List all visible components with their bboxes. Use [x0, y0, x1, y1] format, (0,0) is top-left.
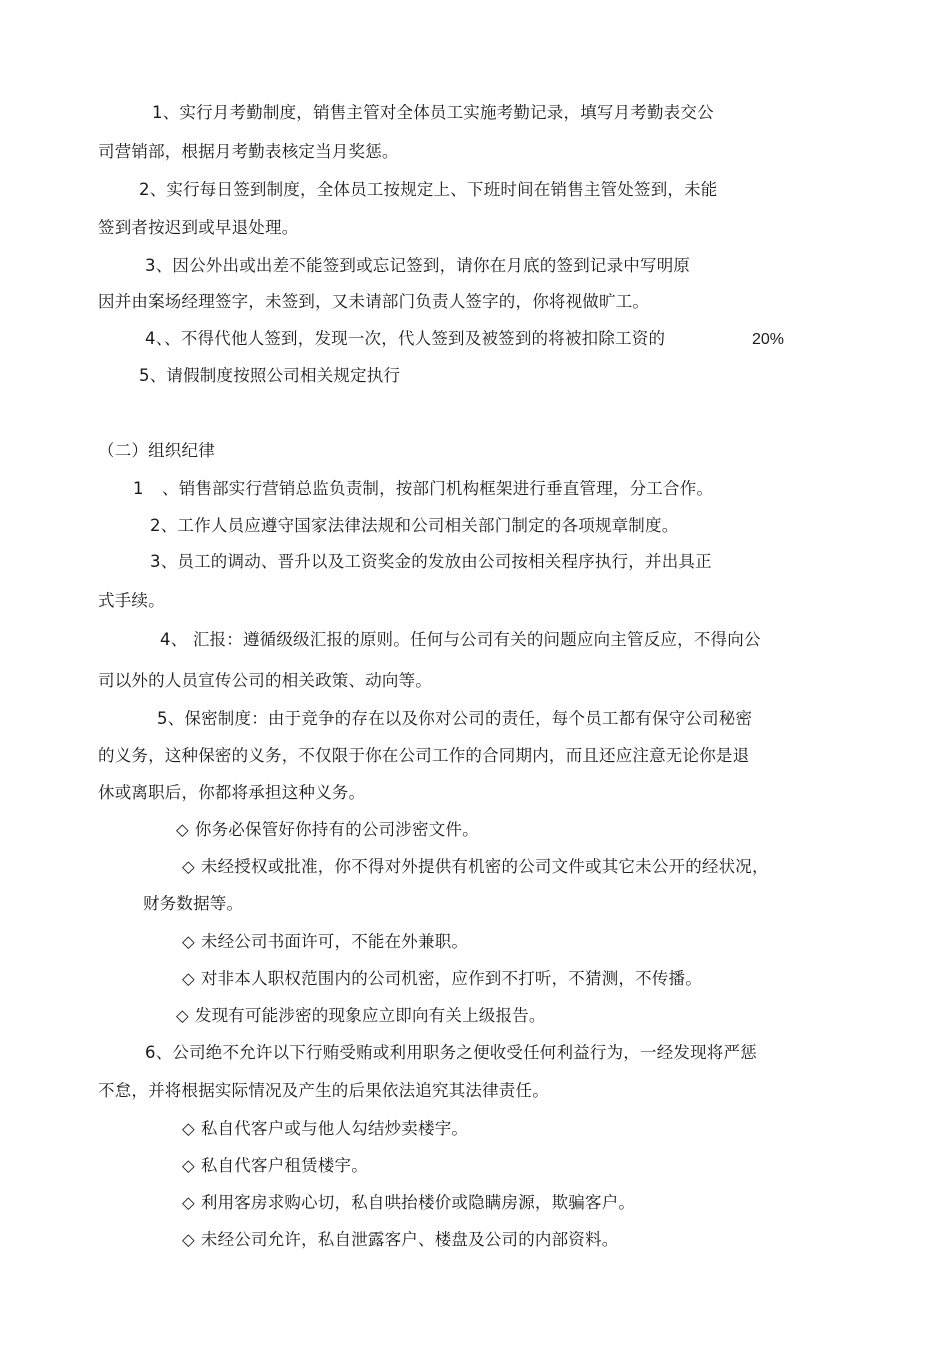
misconduct-bullet-1: [182, 1118, 468, 1140]
secrecy-bullet-1-text: 你务必保管好你持有的公司涉密文件。: [194, 820, 479, 839]
diamond-bullet-icon: ◇: [176, 820, 189, 839]
secrecy-bullet-4-text: 对非本人职权范围内的公司机密，应作到不打听，不猜测，不传播。: [200, 969, 702, 988]
misconduct-bullet-4-text: 未经公司允许，私自泄露客户、楼盘及公司的内部资料。: [200, 1230, 619, 1249]
diamond-bullet-icon: ◇: [182, 1156, 195, 1175]
secrecy-bullet-2-line-2: 财务数据等。: [143, 894, 244, 913]
diamond-bullet-icon: ◇: [182, 932, 195, 951]
secrecy-bullet-5: [176, 1005, 546, 1027]
discipline-item-6-line-2: 不怠，并将根据实际情况及产生的后果依法追究其法律责任。: [98, 1081, 549, 1100]
discipline-item-4-line-1: 4、 汇报：遵循级级汇报的原则。任何与公司有关的问题应向主管反应，不得向公: [160, 630, 761, 649]
misconduct-bullet-4: [182, 1229, 618, 1251]
attendance-item-3-line-2: 因并由案场经理签字，未签到，又未请部门负责人签字的，你将视做旷工。: [98, 292, 650, 311]
secrecy-bullet-3: [182, 931, 468, 953]
attendance-item-2-line-2: 签到者按迟到或早退处理。: [98, 218, 299, 237]
attendance-item-1-line-1: 1、实行月考勤制度，销售主管对全体员工实施考勤记录，填写月考勤表交公: [152, 103, 714, 122]
discipline-item-1-number: 1: [133, 479, 144, 498]
diamond-bullet-icon: ◇: [176, 1006, 189, 1025]
discipline-item-2: 2、工作人员应遵守国家法律法规和公司相关部门制定的各项规章制度。: [150, 516, 679, 535]
attendance-item-4-percent: 20%: [752, 331, 785, 348]
discipline-item-5-line-3: 休或离职后，你都将承担这种义务。: [98, 783, 366, 802]
diamond-bullet-icon: ◇: [182, 1193, 195, 1212]
diamond-bullet-icon: ◇: [182, 969, 195, 988]
misconduct-bullet-1-text: 私自代客户或与他人勾结炒卖楼宇。: [200, 1119, 469, 1138]
discipline-item-4-line-2: 司以外的人员宣传公司的相关政策、动向等。: [98, 671, 432, 690]
discipline-item-6-line-1: 6、公司绝不允许以下行贿受贿或利用职务之便收受任何利益行为，一经发现将严惩: [145, 1043, 757, 1062]
attendance-item-3-line-1: 3、因公外出或出差不能签到或忘记签到，请你在月底的签到记录中写明原: [145, 256, 691, 275]
misconduct-bullet-3-text: 利用客房求购心切，私自哄抬楼价或隐瞒房源，欺骗客户。: [200, 1193, 636, 1212]
discipline-heading: （二）组织纪律: [98, 441, 215, 460]
misconduct-bullet-2-text: 私自代客户租赁楼宇。: [200, 1156, 368, 1175]
diamond-bullet-icon: ◇: [182, 857, 195, 876]
discipline-item-5-line-2: 的义务，这种保密的义务，不仅限于你在公司工作的合同期内，而且还应注意无论你是退: [98, 746, 750, 765]
discipline-item-1-text: 、销售部实行营销总监负责制，按部门机构框架进行垂直管理，分工合作。: [162, 479, 714, 498]
diamond-bullet-icon: ◇: [182, 1119, 195, 1138]
attendance-item-1-line-2: 司营销部，根据月考勤表核定当月奖惩。: [98, 142, 399, 161]
secrecy-bullet-1: [176, 819, 479, 841]
attendance-item-5: 5、请假制度按照公司相关规定执行: [139, 366, 401, 385]
secrecy-bullet-3-text: 未经公司书面许可，不能在外兼职。: [200, 932, 469, 951]
discipline-item-5-line-1: 5、保密制度：由于竞争的存在以及你对公司的责任，每个员工都有保守公司秘密: [157, 709, 753, 728]
attendance-item-2-line-1: 2、实行每日签到制度，全体员工按规定上、下班时间在销售主管处签到，未能: [139, 180, 718, 199]
discipline-item-3-line-1: 3、员工的调动、晋升以及工资奖金的发放由公司按相关程序执行，并出具正: [150, 552, 712, 571]
misconduct-bullet-2: [182, 1155, 368, 1177]
secrecy-bullet-5-text: 发现有可能涉密的现象应立即向有关上级报告。: [194, 1006, 546, 1025]
secrecy-bullet-2-text: 未经授权或批准，你不得对外提供有机密的公司文件或其它未公开的经状况，: [200, 857, 769, 876]
attendance-item-4-text: 4、、不得代他人签到，发现一次，代人签到及被签到的将被扣除工资的: [145, 329, 666, 348]
misconduct-bullet-3: [182, 1192, 635, 1214]
secrecy-bullet-2: [182, 856, 769, 878]
secrecy-bullet-4: [182, 968, 702, 990]
diamond-bullet-icon: ◇: [182, 1230, 195, 1249]
discipline-item-3-line-2: 式手续。: [98, 591, 165, 610]
